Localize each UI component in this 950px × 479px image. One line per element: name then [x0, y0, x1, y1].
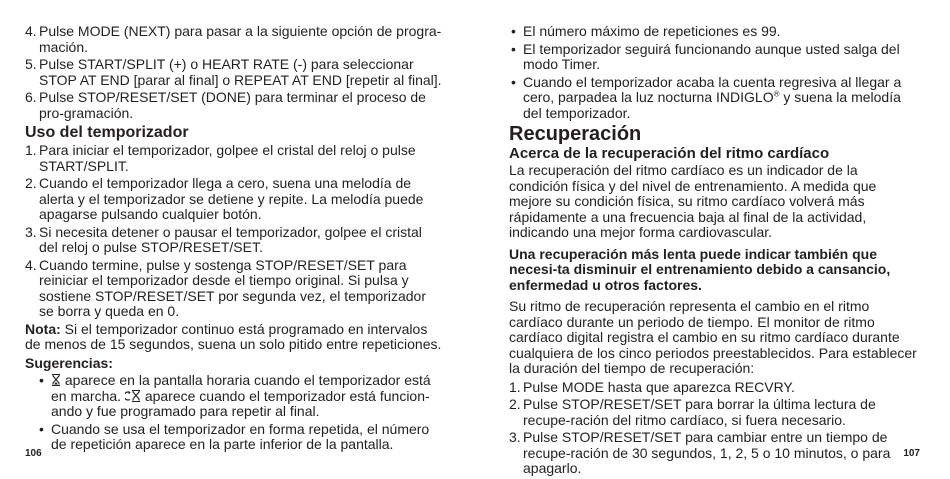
bullet-text: El número máximo de repeticiones es 99. — [523, 23, 781, 39]
tips-list — [25, 373, 443, 453]
step-text: Pulse STOP/RESET/SET (DONE) para terminar el proceso de pro-gramación. — [39, 89, 426, 121]
note-text: Si el temporizador continuo está programado en intervalos de menos de 15 segundos, suena un solo pitido entre repeticiones. — [25, 320, 442, 352]
bullet: • — [511, 73, 516, 90]
list-item — [25, 143, 443, 174]
bullet-text: El temporizador seguirá funcionando aunque usted salga del modo Timer. — [523, 40, 900, 72]
timer-notes-list — [509, 24, 919, 121]
step-number: 3. — [509, 429, 521, 445]
step-number: 2. — [509, 396, 521, 412]
step-number: 1. — [25, 142, 37, 158]
step-number: 4. — [25, 23, 37, 39]
list-item — [25, 225, 443, 256]
step-text: Pulse MODE hasta que aparezca RECVRY. — [523, 378, 795, 395]
tip-text: aparece en la pantalla horaria cuando el temporizador está en marcha. — [51, 372, 431, 404]
bullet-text: Cuando el temporizador acaba la cuenta regresiva al llegar a cero, parpadea la luz nocturna INDIGLO — [523, 73, 902, 105]
step-text: Pulse START/SPLIT (+) o HEART RATE (-) para seleccionar STOP AT END [parar al final] o REPEAT AT END [repetir al final]. — [39, 56, 442, 88]
timer-use-steps — [25, 143, 443, 320]
hourglass-icon — [51, 374, 61, 386]
step-text: Pulse STOP/RESET/SET para borrar la última lectura de recupe-ración del ritmo cardíaco, si fuera necesario. — [523, 396, 876, 428]
tips-heading — [25, 356, 443, 372]
step-text: Cuando el temporizador llega a cero, suena una melodía de alerta y el temporizador se detiene y repite. La melodía puede apagarse pulsando cualquier botón. — [39, 175, 424, 222]
tip-text: aparece cuando el temporizador está funcion-ando y fue programado para repetir al final. — [51, 387, 430, 419]
step-text: Para iniciar el temporizador, golpee el cristal del reloj o pulse START/SPLIT. — [39, 142, 416, 174]
step-number: 3. — [25, 223, 37, 240]
step-number: 6. — [25, 89, 37, 105]
tips-label: Sugerencias: — [25, 354, 113, 371]
page-title: Recuperación — [509, 123, 642, 145]
list-item — [25, 57, 443, 88]
step-text: Si necesita detener o pausar el temporizador, golpee el cristal del reloj o pulse STOP/RESET/SET. — [39, 223, 422, 255]
bullet: • — [511, 40, 516, 57]
recovery-warning-paragraph: Una recuperación más lenta puede indicar también que necesi-ta disminuir el entrenamiento debido a cansancio, enfermedad u otros factores. — [509, 245, 891, 293]
step-number: 2. — [25, 175, 37, 191]
step-text: Pulse STOP/RESET/SET para cambiar entre un tiempo de recupe-ración de 30 segundos, 1, 2, 5 o 10 minutos, o para apagarlo. — [523, 429, 891, 476]
bullet: • — [511, 23, 516, 39]
right-column — [509, 24, 919, 479]
repeat-hourglass-icon — [125, 390, 141, 402]
list-item — [25, 24, 443, 55]
right-page — [475, 0, 950, 476]
note-label: Nota: — [25, 320, 61, 337]
bullet: • — [39, 372, 44, 388]
list-item — [509, 430, 919, 477]
section-subtitle: Acerca de la recuperación del ritmo cardíaco — [509, 145, 830, 162]
step-number: 1. — [509, 378, 521, 395]
step-number: 4. — [25, 256, 37, 273]
section-title-timer-use: Uso del temporizador — [25, 124, 189, 141]
registered-mark: ® — [773, 89, 780, 99]
list-item — [25, 258, 443, 320]
list-item — [509, 380, 919, 396]
recovery-description-paragraph: Su ritmo de recuperación representa el cambio en el ritmo cardíaco durante un periodo de tiempo. El monitor de ritmo cardíaco digital registra el cambio en su ritmo cardíaco durante cualquiera de los cinco periodos preestablecidos. Para establecer la duración del tiempo de recuperación: — [509, 298, 917, 376]
tip-text: Cuando se usa el temporizador en forma repetida, el número de repetición aparece en la parte inferior de la pantalla. — [51, 420, 430, 452]
list-item — [37, 373, 443, 420]
bullet-text: y suena la melodía del temporizador. — [523, 89, 901, 121]
left-column — [25, 24, 443, 455]
recovery-intro-paragraph: La recuperación del ritmo cardíaco es un indicador de la condición física y del nivel de entrenamiento. A medida que mejore su condición física, su ritmo cardíaco volverá más rápidamente a una frecuencia baja al final de la actividad, indicando una mejor forma cardiovascular. — [509, 162, 877, 240]
step-text: Cuando termine, pulse y sostenga STOP/RESET/SET para reiniciar el temporizador desde el tiempo original. Si pulsa y sostiene STOP/RESET/SET por segunda vez, el temporizador se borra y queda en 0. — [39, 256, 427, 319]
list-item — [509, 397, 919, 428]
list-item — [509, 24, 919, 40]
list-item — [25, 90, 443, 121]
page-number: 107 — [903, 448, 920, 459]
left-page — [0, 0, 475, 467]
page-number: 106 — [25, 448, 42, 459]
recovery-steps — [509, 380, 919, 477]
list-item — [25, 176, 443, 223]
bullet: • — [39, 420, 44, 437]
step-number: 5. — [25, 56, 37, 72]
timer-setup-steps — [25, 24, 443, 121]
step-text: Pulse MODE (NEXT) para pasar a la siguiente opción de progra-mación. — [39, 23, 442, 55]
list-item — [37, 422, 443, 453]
note-paragraph — [25, 322, 443, 353]
list-item — [509, 42, 919, 73]
list-item — [509, 75, 919, 122]
